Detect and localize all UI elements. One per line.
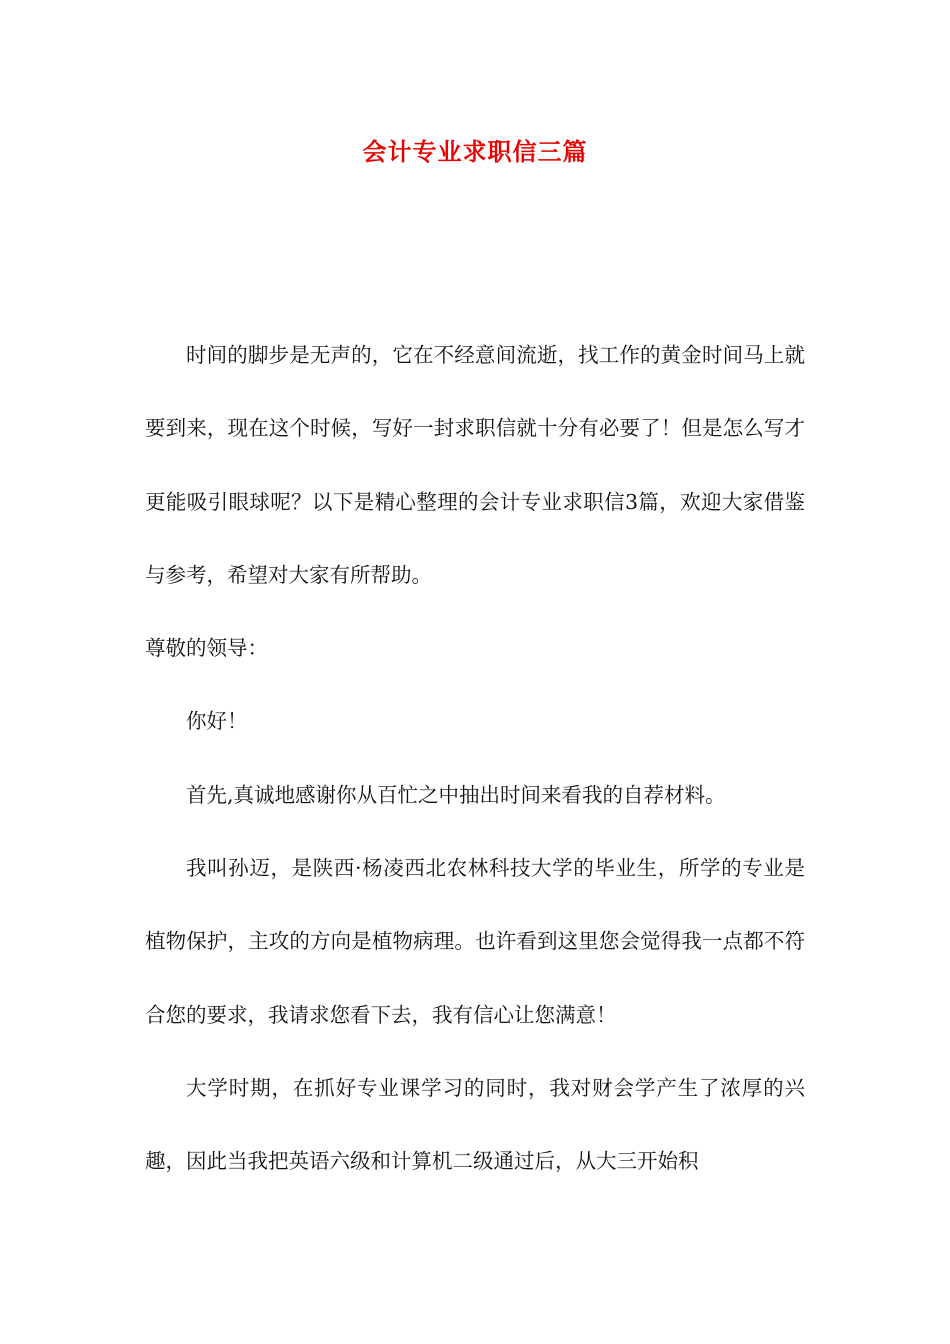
paragraph-university-period: 大学时期，在抓好专业课学习的同时，我对财会学产生了浓厚的兴趣，因此当我把英语六级和计算机二级通过后，从大三开始积: [145, 1075, 805, 1174]
paragraph-thanks: 首先,真诚地感谢你从百忙之中抽出时间来看我的自荐材料。: [186, 782, 726, 807]
paragraph-salutation: 尊敬的领导：: [145, 636, 268, 661]
paragraph-self-introduction: 我叫孙迈，是陕西·杨凌西北农林科技大学的毕业生，所学的专业是植物保护，主攻的方向是植物病理。也许看到这里您会觉得我一点都不符合您的要求，我请求您看下去，我有信心让您满意！: [145, 856, 805, 1027]
document-body: [145, 319, 805, 1199]
paragraph-greeting: 你好！: [186, 709, 248, 734]
document-title: 会计专业求职信三篇: [362, 137, 588, 166]
paragraph-intro: 时间的脚步是无声的，它在不经意间流逝，找工作的黄金时间马上就要到来，现在这个时候，写好一封求职信就十分有必要了！但是怎么写才更能吸引眼球呢？以下是精心整理的会计专业求职信3篇，欢迎大家借鉴与参考，希望对大家有所帮助。: [145, 343, 805, 587]
